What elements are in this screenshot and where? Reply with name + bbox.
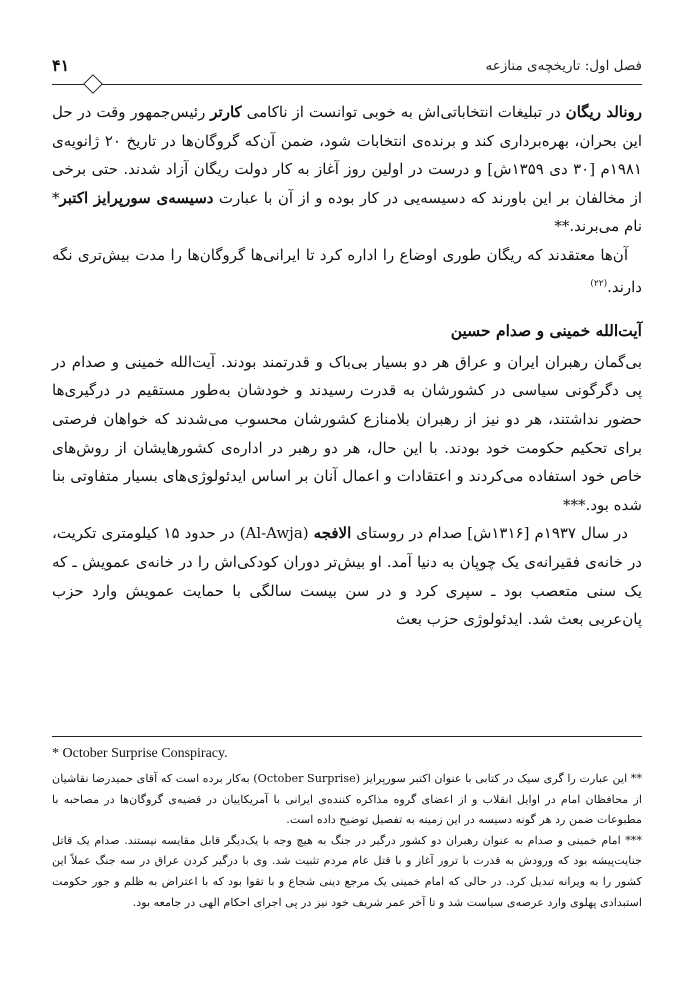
paragraph-4 bbox=[52, 519, 642, 633]
bold-name-reagan: رونالد ریگان bbox=[565, 103, 643, 121]
bold-term-october-surprise: دسیسه‌ی سورپرایز اکتبر bbox=[59, 188, 214, 207]
paragraph-3: بی‌گمان رهبران ایران و عراق هر دو بسیار بی‌باک و قدرتمند بودند. آیت‌الله خمینی و صدام در پی دگرگونی سیاسی در کشورشان به قدرت رسیدند و خودشان به‌طور مستقیم در درگیری‌ها حضور نداشتند، هر دو نیز از رهبران بلامنازع کشورشان محسوب می‌شدند که خواهان فرصتی برای تحکیم حکومت خود بودند. با این حال، هر دو رهبر در اداره‌ی کشورهایشان از روش‌های خاص خود استفاده می‌کردند و اعتقادات و اعمال آنان بر اساس ایدئولوژی‌های بسیار متفاوتی بنا شده بود.*** bbox=[52, 352, 642, 514]
running-header bbox=[52, 56, 642, 86]
footnote-1: * October Surprise Conspiracy. bbox=[52, 746, 228, 761]
paragraph-1-part-1: در تبلیغات انتخاباتی‌اش به خوبی توانست از ناکامی bbox=[241, 103, 566, 121]
section-heading: آیت‌الله خمینی و صدام حسین bbox=[450, 321, 642, 341]
page-number: ۴۱ bbox=[52, 56, 70, 75]
paragraph-2 bbox=[52, 241, 642, 301]
footnote-rule bbox=[52, 736, 642, 737]
chapter-title: فصل اول: تاریخچه‌ی منازعه bbox=[485, 58, 642, 74]
paragraph-1 bbox=[52, 98, 642, 241]
paragraph-1-part-3: * نام می‌برند.** bbox=[52, 188, 642, 236]
paragraph-4-part-1: در سال ۱۹۳۷م [۱۳۱۶ش] صدام در روستای bbox=[351, 524, 628, 543]
reference-22: (۲۲) bbox=[590, 278, 608, 289]
header-rule bbox=[52, 84, 642, 85]
footnote-2: ** این عبارت را گری سیک در کتابی با عنوان اکتبر سورپرایز (October Surprise) به‌کار برده است که آقای حمیدرضا نقاشیان از محافظان امام در اوایل انقلاب و از اعضای گروه مذاکره کننده‌ی ایرانی با آمریکاییان در قضیه‌ی گروگان‌ها در مصاحبه با مطبوعات ضمن رد هر گونه دسیسه در این زمینه به تفصیل توضیح داده است. bbox=[52, 772, 642, 827]
paragraph-1-part-2: رئیس‌جمهور وقت در حل این بحران، بهره‌برداری کند و برنده‌ی انتخابات شود، ضمن آن‌که گروگان‌ها در تاریخ ۲۰ ژانویه‌ی ۱۹۸۱م [۳۰ دی ۱۳۵۹ش] و درست در اولین روز آغاز به کار دولت ریگان آزاد شدند. حتی برخی از مخالفان بر این باورند که دسیسه‌یی در کار بوده و از آن با عبارت bbox=[52, 103, 643, 207]
bold-place-al-awja: الافجه bbox=[313, 524, 352, 543]
footnotes bbox=[52, 736, 642, 913]
paragraph-4-part-2: (Al-Awja) در حدود ۱۵ کیلومتری تکریت، در خانه‌ی فقیرانه‌ی یک چوپان به دنیا آمد. او بیش‌تر دوران کودکی‌اش را در خانه‌ی عمویش ـ که یک سنی متعصب بود ـ سپری کرد و در سن بیست سالگی با حمایت عمویش وارد حزب پان‌عربی بعث شد. ایدئولوژی حزب بعث bbox=[52, 524, 642, 629]
paragraph-2-text: آن‌ها معتقدند که ریگان طوری اوضاع را اداره کرد تا ایرانی‌ها گروگان‌ها را مدت بیش‌تری نگه دارند. bbox=[52, 245, 642, 296]
bold-name-carter: کارتر bbox=[210, 103, 242, 121]
diamond-ornament-icon bbox=[83, 74, 103, 94]
main-text bbox=[52, 98, 642, 634]
footnote-3: *** امام خمینی و صدام به عنوان رهبران دو کشور درگیر در جنگ به هیچ وجه با یک‌دیگر قابل مقایسه نیستند. صدام یک قاتل جنایت‌پیشه بود که ورودش به قدرت با ترور آغاز و با قتل عام مردم تثبیت شد. وی با درگیر کردن عراق در سه جنگ عملاً این کشور را به ویرانه تبدیل کرد. در حالی که امام خمینی یک مرجع دینی شجاع و با تقوا بود که با اعتراض به ظلم و جور حکومت استبدادی پهلوی وارد عرصه‌ی سیاست شد و تا آخر عمر شریف خود نیز در پی اجرای احکام الهی در جامعه بود. bbox=[52, 833, 642, 909]
